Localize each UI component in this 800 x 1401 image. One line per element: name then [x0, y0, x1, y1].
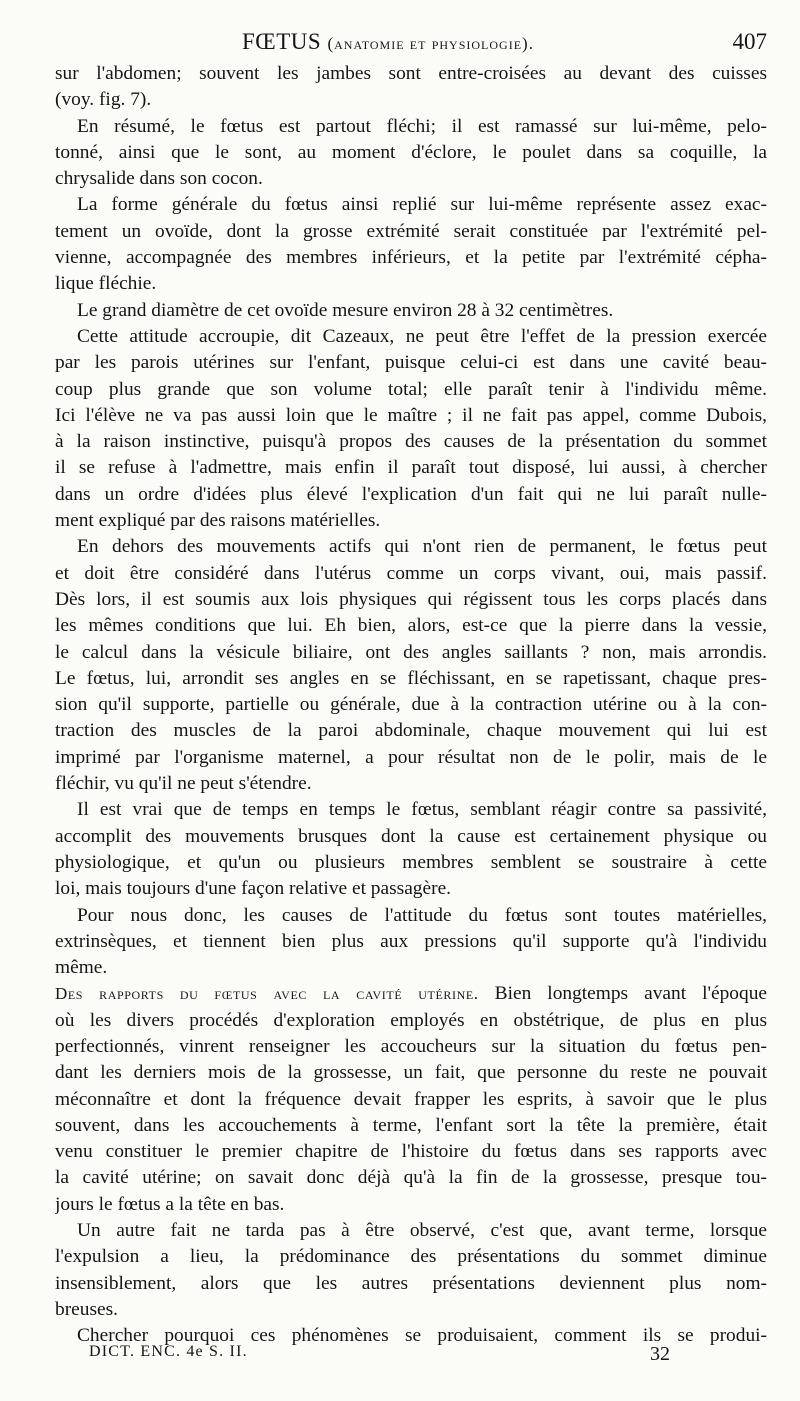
line-text: les mêmes conditions que lui. Eh bien, alors, est-ce que la pierre dans la vessie,: [55, 615, 767, 637]
text-line: [55, 403, 767, 429]
line-text: Bien longtemps avant l'époque: [478, 983, 767, 1005]
line-text: breuses.: [55, 1298, 119, 1320]
text-line: [55, 981, 767, 1007]
text-line: [55, 850, 767, 876]
text-line: [55, 561, 767, 587]
line-text: l'expulsion a lieu, la prédominance des présentations du sommet diminue: [55, 1246, 767, 1268]
line-text: Cette attitude accroupie, dit Cazeaux, ne peut être l'effet de la pression exercée: [77, 325, 767, 347]
line-text: et doit être considéré dans l'utérus comme un corps vivant, oui, mais passif.: [55, 562, 767, 584]
text-line: [55, 192, 767, 218]
text-line: [55, 429, 767, 455]
line-text: le calcul dans la vésicule biliaire, ont des angles saillants ? non, mais arrondis.: [55, 641, 767, 663]
text-line: [55, 534, 767, 560]
text-line: [55, 1297, 767, 1323]
line-text: Un autre fait ne tarda pas à être observé, c'est que, avant terme, lorsque: [77, 1220, 767, 1242]
line-text: sion qu'il supporte, partielle ou générale, due à la contraction utérine ou à la con-: [55, 694, 767, 716]
text-line: [55, 350, 767, 376]
text-line: [55, 482, 767, 508]
section-heading: Des rapports du fœtus avec la cavité utérine.: [55, 984, 479, 1004]
line-text: imprimé par l'organisme maternel, a pour résultat non de le polir, mais de le: [55, 746, 767, 768]
text-line: [55, 271, 767, 297]
line-text: Ici l'élève ne va pas aussi loin que le maître ; il ne fait pas appel, comme Dubois,: [55, 404, 767, 426]
line-text: vienne, accompagnée des membres inférieurs, et la petite par l'extrémité cépha-: [55, 247, 767, 269]
line-text: il se refuse à l'admettre, mais enfin il paraît tout disposé, lui aussi, à chercher: [55, 457, 767, 479]
line-text: extrinsèques, et tiennent bien plus aux pressions qu'il supporte qu'à l'individu: [55, 930, 767, 952]
line-text: accomplit des mouvements brusques dont la cause est certainement physique ou: [55, 825, 767, 847]
text-line: [55, 508, 767, 534]
text-line: [55, 745, 767, 771]
line-text: coup plus grande que son volume total; elle paraît tenir à l'individu même.: [55, 378, 767, 400]
text-line: [55, 692, 767, 718]
text-line: [55, 613, 767, 639]
line-text: En dehors des mouvements actifs qui n'ont rien de permanent, le fœtus peut: [77, 536, 767, 558]
text-line: [55, 298, 767, 324]
text-line: [55, 324, 767, 350]
line-text: Le fœtus, lui, arrondit ses angles en se fléchissant, en se rapetissant, chaque pres-: [55, 667, 767, 689]
line-text: Dès lors, il est soumis aux lois physiques qui régissent tous les corps placés dans: [55, 588, 767, 610]
line-text: tement un ovoïde, dont la grosse extrémité serait constituée par l'extrémité pel-: [55, 220, 767, 242]
line-text: ment expliqué par des raisons matérielles.: [55, 510, 381, 532]
signature-mark: DICT. ENC. 4e S. II.: [89, 1343, 248, 1360]
text-line: [55, 1139, 767, 1165]
line-text: dans un ordre d'idées plus élevé l'explication d'un fait qui ne lui paraît nulle-: [55, 483, 767, 505]
line-text: loi, mais toujours d'une façon relative et passagère.: [55, 878, 452, 900]
line-text: à la raison instinctive, puisqu'à propos des causes de la présentation du sommet: [55, 431, 767, 453]
line-text: (voy. fig. 7).: [55, 89, 152, 111]
text-line: [55, 640, 767, 666]
text-line: [55, 1060, 767, 1086]
text-line: [55, 114, 767, 140]
line-text: Le grand diamètre de cet ovoïde mesure environ 28 à 32 centimètres.: [77, 299, 614, 321]
text-line: [55, 166, 767, 192]
line-text: la cavité utérine; on savait donc déjà qu'à la fin de la grossesse, presque tou-: [55, 1167, 767, 1189]
line-text: même.: [55, 957, 108, 979]
text-line: [55, 140, 767, 166]
text-line: [55, 1113, 767, 1139]
line-text: tonné, ainsi que le sont, au moment d'éclore, le poulet dans sa coquille, la: [55, 141, 767, 163]
text-line: [55, 1244, 767, 1270]
text-line: [55, 1165, 767, 1191]
text-line: [55, 824, 767, 850]
line-text: par les parois utérines sur l'enfant, puisque celui-ci est dans une cavité beau-: [55, 352, 767, 374]
text-line: [55, 377, 767, 403]
running-header: [55, 29, 767, 59]
text-line: [55, 1087, 767, 1113]
text-line: [55, 219, 767, 245]
line-text: insensiblement, alors que les autres présentations deviennent plus nom-: [55, 1272, 767, 1294]
line-text: physiologique, et qu'un ou plusieurs membres semblent se soustraire à cette: [55, 851, 767, 873]
text-line: [55, 1218, 767, 1244]
line-text: fléchir, vu qu'il ne peut s'étendre.: [55, 773, 312, 795]
text-line: [55, 666, 767, 692]
line-text: Chercher pourquoi ces phénomènes se produisaient, comment ils se produi-: [77, 1325, 767, 1347]
line-text: dant les derniers mois de la grossesse, un fait, que personne du reste ne pouvait: [55, 1062, 767, 1084]
body-text: [55, 61, 767, 1350]
text-line: [55, 1008, 767, 1034]
page-footer: [55, 1343, 767, 1369]
text-line: [55, 1271, 767, 1297]
title-main: FŒTUS: [242, 29, 322, 54]
line-text: sur l'abdomen; souvent les jambes sont entre-croisées au devant des cuisses: [55, 63, 767, 84]
text-line: [55, 61, 767, 87]
line-text: Il est vrai que de temps en temps le fœtus, semblant réagir contre sa passivité,: [77, 799, 767, 821]
text-line: [55, 771, 767, 797]
text-line: [55, 87, 767, 113]
text-line: [55, 1192, 767, 1218]
line-text: chrysalide dans son cocon.: [55, 168, 263, 190]
line-text: venu constituer le premier chapitre de l'histoire du fœtus dans ses rapports avec: [55, 1141, 767, 1163]
line-text: où les divers procédés d'exploration employés en obstétrique, de plus en plus: [55, 1009, 767, 1031]
line-text: traction des muscles de la paroi abdominale, chaque mouvement qui lui est: [55, 720, 767, 742]
line-text: En résumé, le fœtus est partout fléchi; il est ramassé sur lui-même, pelo-: [77, 115, 767, 137]
text-line: [55, 587, 767, 613]
text-line: [55, 455, 767, 481]
sheet-number: 32: [650, 1343, 670, 1365]
line-text: lique fléchie.: [55, 273, 157, 295]
title-subtitle: (anatomie et physiologie).: [327, 34, 534, 53]
text-line: [55, 929, 767, 955]
line-text: Pour nous donc, les causes de l'attitude du fœtus sont toutes matérielles,: [77, 904, 767, 926]
text-line: [55, 1034, 767, 1060]
text-line: [55, 245, 767, 271]
line-text: souvent, dans les accouchements à terme, l'enfant sort la tête la première, était: [55, 1114, 767, 1136]
text-line: [55, 718, 767, 744]
line-text: La forme générale du fœtus ainsi replié sur lui-même représente assez exac-: [77, 194, 767, 216]
running-title: [242, 29, 534, 55]
text-line: [55, 797, 767, 823]
text-line: [55, 903, 767, 929]
page-number: 407: [732, 29, 767, 54]
text-line: [55, 876, 767, 902]
line-text: méconnaître et dont la fréquence devait frapper les esprits, à savoir que le plus: [55, 1088, 767, 1110]
text-line: [55, 955, 767, 981]
line-text: perfectionnés, vinrent renseigner les accoucheurs sur la situation du fœtus pen-: [55, 1035, 767, 1057]
line-text: jours le fœtus a la tête en bas.: [55, 1193, 285, 1215]
